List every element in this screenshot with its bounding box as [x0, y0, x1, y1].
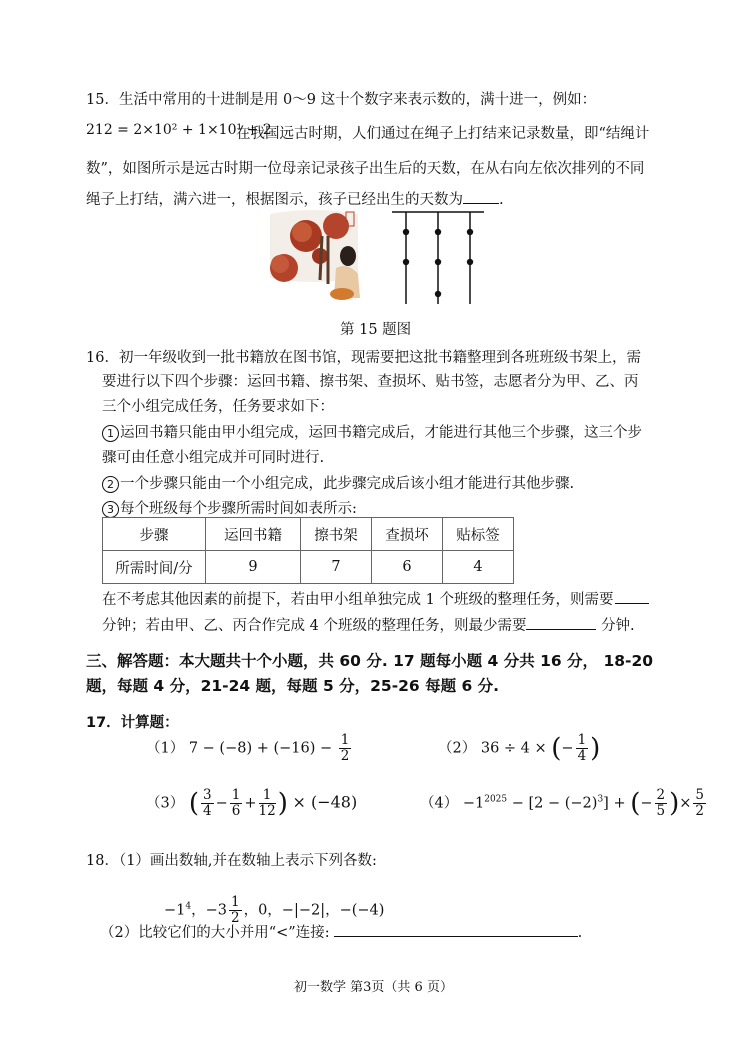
knot-dot: [435, 291, 441, 297]
q15-line2: 在我国远古时期，人们通过在绳子上打结来记录数量，即“结绳计: [236, 126, 650, 142]
table-header-cell: 查损坏: [372, 518, 443, 551]
table-cell: 9: [206, 551, 301, 584]
paren-right: ): [590, 733, 601, 764]
q16-ask1-text: 在不考虑其他因素的前提下，若由甲小组单独完成 1 个班级的整理任务，则需要: [102, 592, 614, 608]
q15-line3: 数”，如图所示是远古时期一位母亲记录孩子出生后的天数，在从右向左依次排列的不同: [86, 161, 645, 177]
q18-part2-text: （2）比较它们的大小并用“<”连接:: [100, 925, 330, 941]
q18-part1: 18．（1）画出数轴,并在数轴上表示下列各数:: [86, 853, 377, 869]
q17-p3-tail: × (−48): [292, 792, 358, 812]
knot-dot: [467, 229, 473, 235]
paren-left: (: [630, 788, 641, 819]
q16-line3: 三个小组完成任务，任务要求如下：: [102, 399, 334, 415]
q15-answer-blank[interactable]: [463, 191, 499, 204]
rule-number-1: 1: [102, 425, 119, 442]
numerator: 1: [230, 894, 240, 910]
q17-title: 17．计算题：: [86, 715, 179, 731]
knot-mother-illustration: [262, 208, 364, 304]
minus-sign: −: [561, 740, 574, 757]
q16-line2: 要进行以下四个步骤：运回书籍、擦书架、查损坏、贴书签，志愿者分为甲、乙、丙: [102, 374, 639, 390]
table-header-cell: 贴标签: [443, 518, 514, 551]
q15-line4-end: .: [499, 192, 504, 208]
q16-rule3-text: 每个班级每个步骤所需时间如表所示:: [120, 501, 357, 517]
q15-line4-text: 绳子上打结，满六进一，根据图示，孩子已经出生的天数为: [86, 192, 463, 208]
knot-dot: [467, 259, 473, 265]
minus-sign: −: [640, 795, 653, 812]
denominator: 5: [656, 803, 666, 819]
q16-rule3: [102, 497, 357, 518]
table-cell: 7: [301, 551, 372, 584]
paren-left: (: [188, 788, 199, 819]
q16-answer-blank-1[interactable]: [615, 591, 649, 604]
exponent: 2025: [484, 794, 508, 805]
q17-part1: [146, 733, 353, 764]
fraction: [259, 788, 276, 819]
denominator: 4: [577, 748, 587, 764]
operator: ×: [679, 795, 692, 812]
q18-num-b: ，−3: [191, 902, 227, 919]
q18-answer-blank[interactable]: [334, 924, 578, 937]
steps-time-table: [102, 517, 514, 584]
section3-line2: 题，每题 4 分，21-24 题，每题 5 分，25-26 每题 6 分.: [86, 677, 500, 695]
section3-line1: 三、解答题：本大题共十个小题，共 60 分. 17 题每小题 4 分共 16 分， 18-20: [86, 652, 654, 670]
paren-right: ): [277, 788, 288, 819]
q17-p3-label: （3）: [146, 795, 185, 812]
knot-dot: [403, 229, 409, 235]
knot-dot: [403, 259, 409, 265]
q16-rule2: [102, 472, 574, 493]
table-header-cell: 擦书架: [301, 518, 372, 551]
q17-p4-label: （4）: [420, 795, 459, 812]
q17-p2-expr: 36 ÷ 4 ×: [480, 740, 547, 757]
knot-diagram: [392, 208, 484, 306]
fraction: [201, 788, 214, 819]
table-row-label: 所需时间/分: [103, 551, 206, 584]
numerator: 1: [259, 788, 276, 804]
denominator: 2: [695, 803, 705, 819]
q15-caption: 第 15 题图: [340, 322, 412, 338]
exponent: 3: [597, 794, 604, 805]
numerator: 1: [577, 732, 587, 748]
q17-part3: [146, 788, 357, 819]
numerator: 3: [203, 787, 212, 803]
operator: +: [244, 795, 257, 812]
q16-line1: 16．初一年级收到一批书籍放在图书馆，现需要把这批书籍整理到各班班级书架上，需: [86, 350, 641, 366]
numerator: 1: [340, 732, 350, 748]
knot-dot: [435, 229, 441, 235]
numerator: 1: [231, 787, 241, 803]
q18-num-c: ，0，−|−2|，−(−4): [243, 902, 385, 919]
q16-ask2b-text: 分钟.: [601, 618, 635, 634]
q18-num-a: −1: [164, 902, 186, 919]
operator: −: [215, 795, 228, 812]
rule-number-3: 3: [102, 501, 119, 518]
table-row: [103, 518, 514, 551]
table-cell: 4: [443, 551, 514, 584]
q17-p4-a: −1: [462, 795, 485, 812]
q16-rule1b: 骤可由任意小组完成并可同时进行.: [102, 450, 325, 466]
table-header-cell: 步骤: [103, 518, 206, 551]
knot-dot: [435, 259, 441, 265]
q17-part4: [420, 788, 708, 819]
q15-line4: [86, 188, 504, 209]
q18-part2: [100, 921, 582, 942]
q16-ask2a-text: 分钟；若由甲、乙、丙合作完成 4 个班级的整理任务，则最少需要: [102, 618, 527, 634]
q15-line1: 15．生活中常用的十进制是用 0～9 这十个数字来表示数的，满十进一，例如：: [86, 92, 597, 108]
q16-rule2-text: 一个步骤只能由一个小组完成，此步骤完成后该小组才能进行其他步骤.: [120, 476, 575, 492]
fraction: [230, 788, 243, 819]
denominator: 2: [340, 748, 350, 764]
fraction: [693, 788, 706, 819]
denominator: 12: [258, 803, 276, 819]
paren-left: (: [551, 733, 562, 764]
q17-p1-expr: 7 − (−8) + (−16) −: [188, 740, 333, 757]
q17-p4-c: ] +: [603, 795, 626, 812]
q16-rule1a-text: 运回书籍只能由甲小组完成，运回书籍完成后，才能进行其他三个步骤，这三个步: [120, 425, 642, 441]
fraction: [339, 733, 352, 764]
q17-p4-b: − [2 − (−2): [511, 795, 598, 812]
denominator: 2: [230, 910, 240, 926]
q17-p1-label: （1）: [146, 740, 185, 757]
q16-rule1a: [102, 421, 642, 442]
denominator: 6: [231, 803, 241, 819]
fraction: [655, 788, 668, 819]
q15-formula-text: 212 = 2×10² + 1×10¹ + 2: [86, 122, 272, 138]
table-cell: 6: [372, 551, 443, 584]
rule-number-2: 2: [102, 476, 119, 493]
q17-p2-label: （2）: [438, 740, 477, 757]
paren-right: ): [669, 788, 680, 819]
numerator: 2: [656, 787, 666, 803]
q17-part2: [438, 733, 600, 764]
q16-ask1: [102, 588, 649, 609]
table-header-cell: 运回书籍: [206, 518, 301, 551]
q16-ask2: [102, 614, 635, 635]
q18-part2-end: .: [577, 925, 583, 941]
exponent: 4: [185, 901, 192, 912]
numerator: 5: [695, 787, 705, 803]
fraction: [576, 733, 589, 764]
table-row: [103, 551, 514, 584]
page-footer: 初一数学 第3页（共 6 页）: [294, 980, 453, 995]
q16-answer-blank-2[interactable]: [526, 617, 596, 630]
denominator: 4: [203, 803, 212, 819]
